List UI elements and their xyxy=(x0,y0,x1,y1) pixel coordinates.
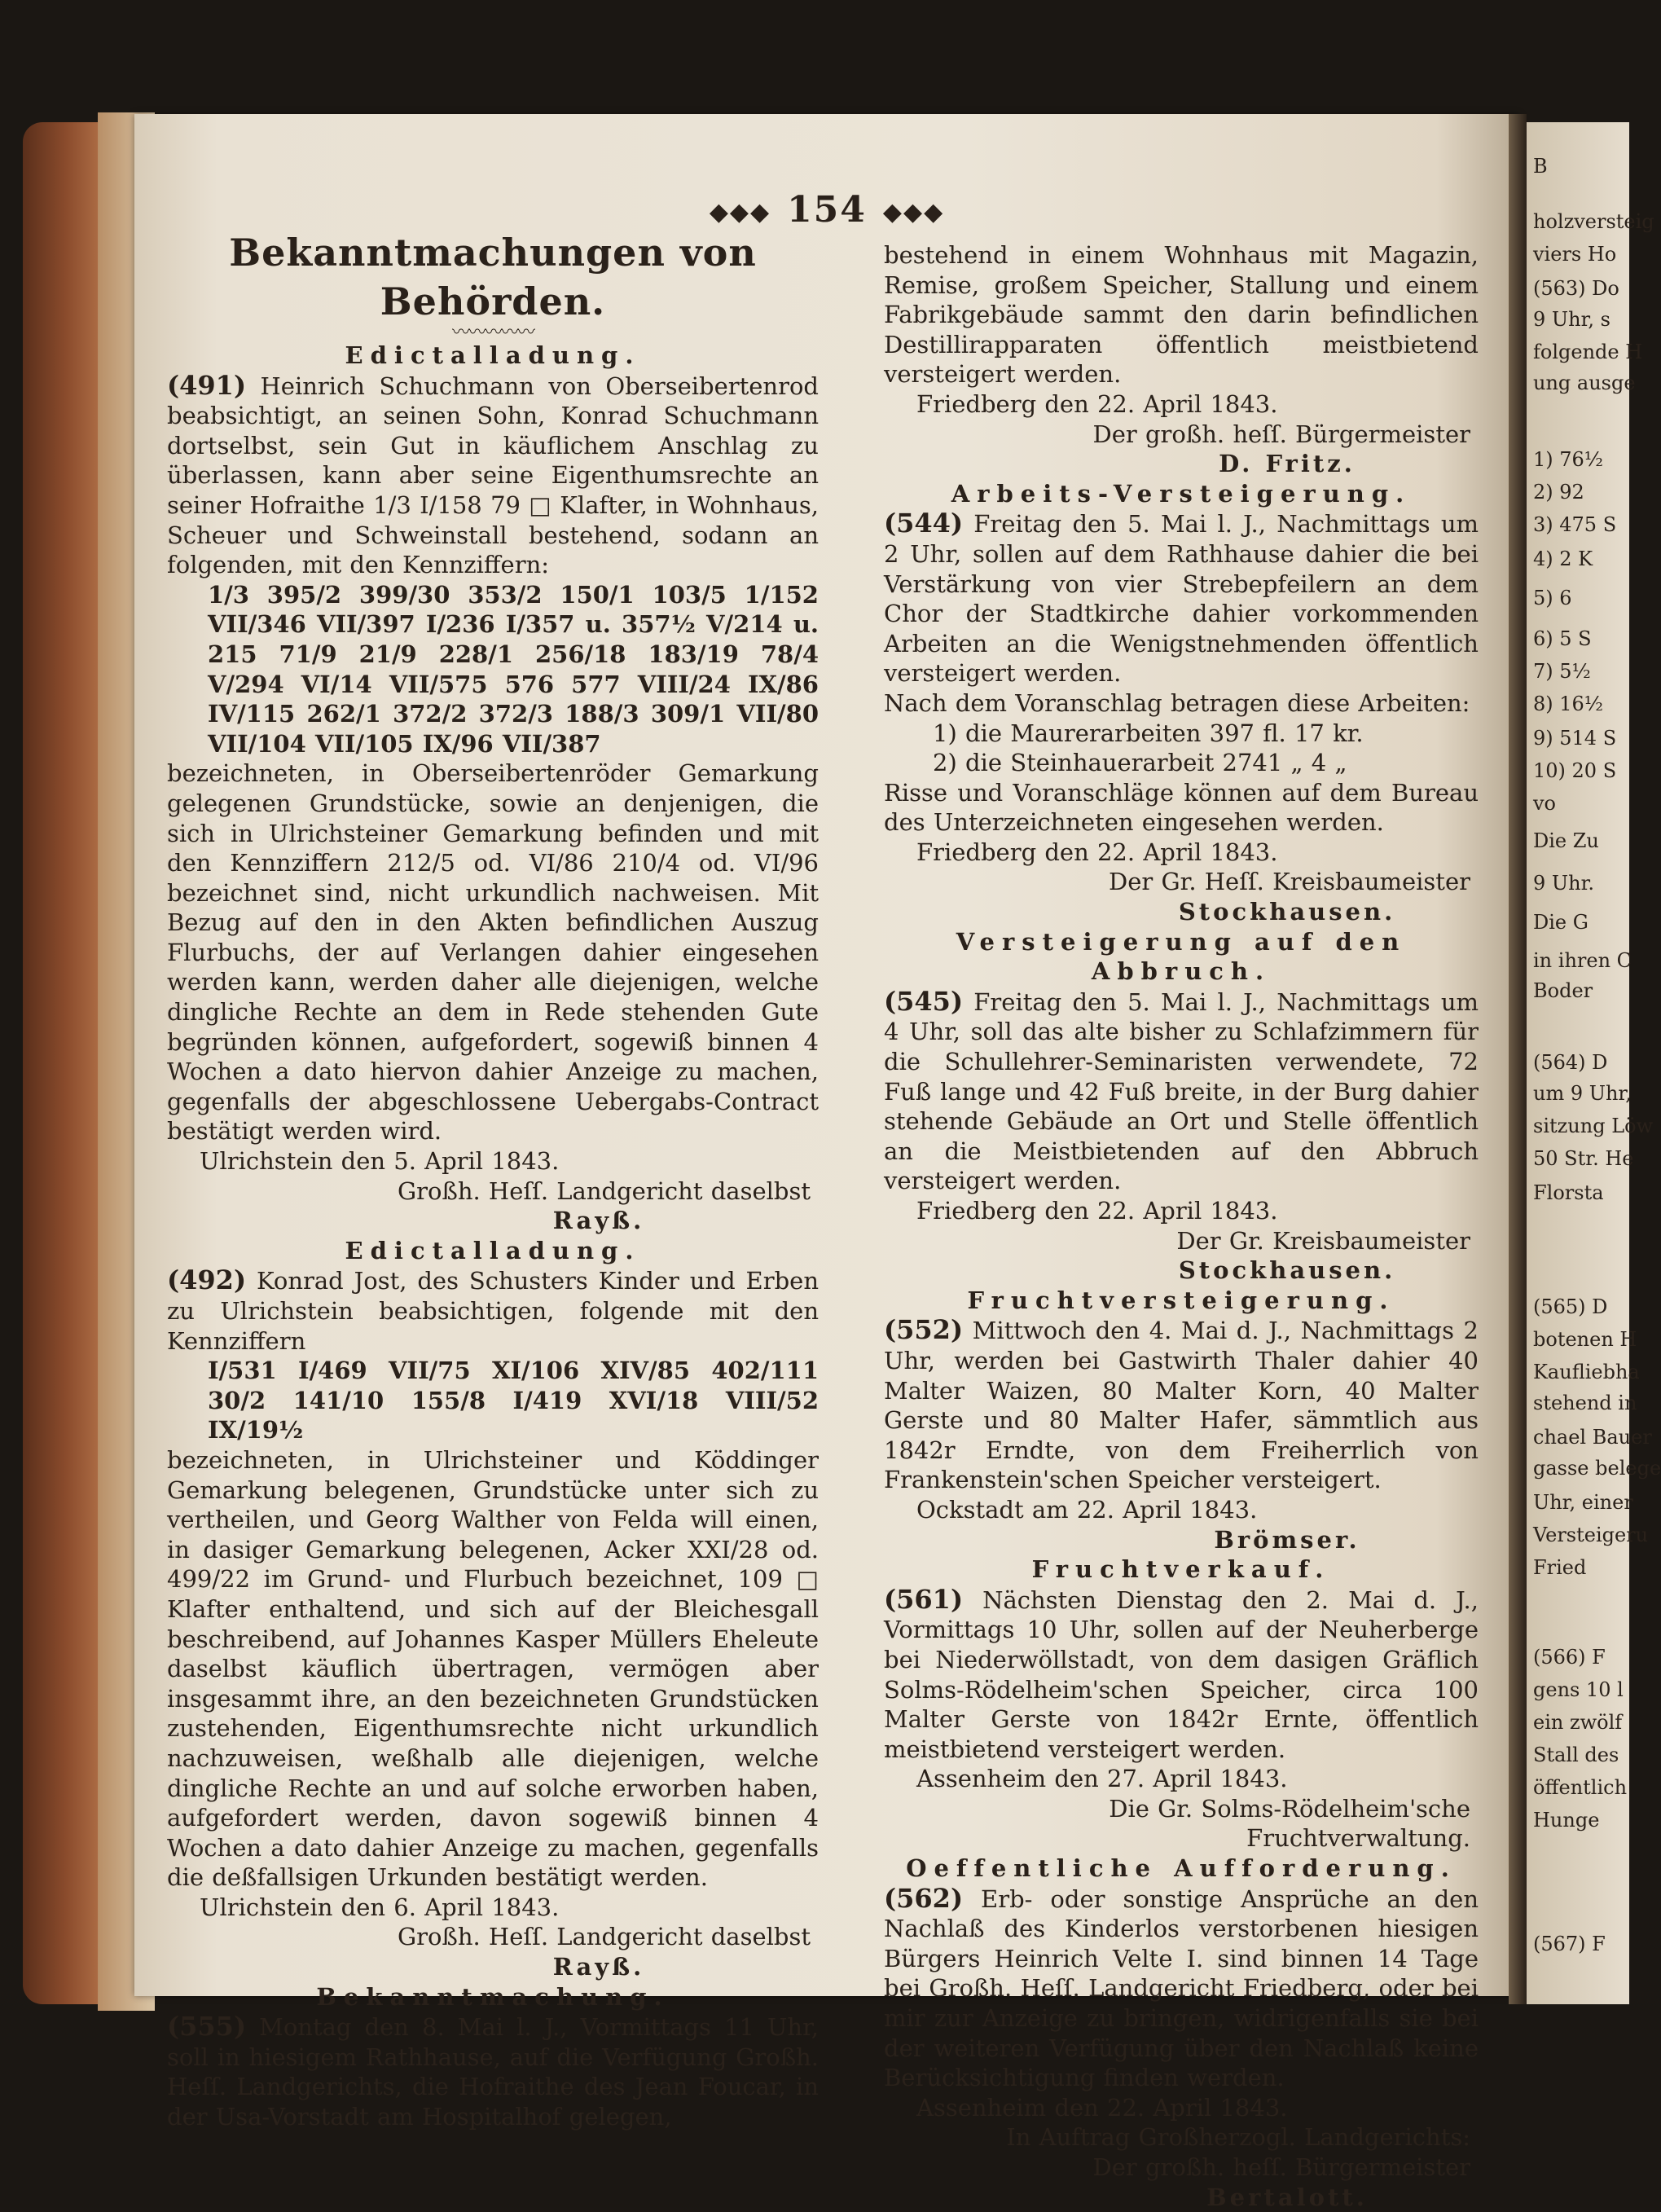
notice-sign2: Rayß. xyxy=(552,1953,645,1981)
next-page-text: botenen H xyxy=(1533,1328,1637,1351)
next-page-text: in ihren C xyxy=(1533,949,1632,972)
next-page-text: (566) F xyxy=(1533,1646,1606,1669)
next-page-text: Versteigeru xyxy=(1533,1524,1649,1546)
notice-text: Montag den 8. Mai l. J., Vormittags 11 Uhr, soll in hiesigem Rathhause, auf die Verfügung Großh. Heſſ. Landgerichts, die Hofraithe des Jean Foucar, in der Usa-Vorstadt am Hospitalhof gelegen, xyxy=(167,2013,819,2131)
next-page-text: holzversteig xyxy=(1533,210,1654,233)
section-title: Bekanntmachungen von Behörden. xyxy=(229,231,757,323)
next-page-text: viers Ho xyxy=(1533,243,1617,266)
notice-paragraph xyxy=(167,759,819,1146)
notice-paragraph xyxy=(167,371,819,580)
next-page-text: öffentlich xyxy=(1533,1776,1628,1799)
notice-number: (561) xyxy=(884,1583,964,1615)
notice-paragraph xyxy=(884,508,1479,688)
notice-figs: I/531 I/469 VII/75 XI/106 XIV/85 402/111 30/2 141/10 155/8 I/419 XVI/18 VIII/52 IX/19½ xyxy=(208,1357,819,1445)
notice-heading: Edictalladung. xyxy=(345,341,641,369)
notice-heading: Edictalladung. xyxy=(345,1236,641,1264)
next-page-text: Die Zu xyxy=(1533,829,1599,852)
notice-date: Friedberg den 22. April 1843. xyxy=(916,1197,1278,1225)
notice-sign2: Brömser. xyxy=(1214,1525,1360,1554)
notice-paragraph xyxy=(884,1884,1479,2093)
notice-date: Assenheim den 27. April 1843. xyxy=(916,1765,1288,1793)
next-page-text: gens 10 l xyxy=(1533,1678,1624,1701)
left-column xyxy=(167,228,819,2132)
next-page-text: 9 Uhr. xyxy=(1533,872,1595,895)
notice-text: Freitag den 5. Mai l. J., Nachmittags um 4 Uhr, soll das alte bisher zu Schlafzimmern für die Schullehrer-Seminaristen verwendete, 72 Fuß lange und 42 Fuß breite, in der Burg dahier stehende Gebäude an Ort und Stelle öffentlich an die Meistbietenden auf den Abbruch versteigert werden. xyxy=(884,987,1479,1195)
ornament-icon: ◆◆◆ xyxy=(882,198,945,226)
notice-number: (562) xyxy=(884,1882,964,1914)
next-page-text: (565) D xyxy=(1533,1295,1608,1318)
notice-sign: Die Gr. Solms-Rödelheim'sche Fruchtverwaltung. xyxy=(1109,1794,1470,1853)
notice-sign: Großh. Heſſ. Landgericht daselbst xyxy=(397,1176,811,1205)
wave-divider: 〰〰〰〰〰 xyxy=(451,323,534,343)
notice-heading: Bekanntmachung. xyxy=(316,1982,670,2011)
page-number: 154 xyxy=(787,189,867,231)
notice-sign2: Stockhausen. xyxy=(1178,898,1396,926)
notice-heading: Oeffentliche Aufforderung. xyxy=(906,1854,1457,1883)
next-page-text: gasse belege xyxy=(1533,1457,1661,1480)
notice-paragraph xyxy=(884,987,1479,1196)
notice-date: Friedberg den 22. April 1843. xyxy=(916,838,1278,866)
notice-paragraph xyxy=(167,1265,819,1356)
next-page-text: 9 Uhr, s xyxy=(1533,308,1610,331)
notice-figs: 1/3 395/2 399/30 353/2 150/1 103/5 1/152 VII/346 VII/397 I/236 I/357 u. 357½ V/214 u. 215 71/9 21/9 228/1 256/18 183/19 78/4 V/294 VI/14 VII/575 576 577 VIII/24 IX/86 IV/115 262/1 372/2 372/3 188/3 309/1 VII/80 VII/104 VII/105 IX/96 VII/387 xyxy=(208,580,819,758)
notice-sign: Großh. Heſſ. Landgericht daselbst xyxy=(397,1923,811,1951)
notice-sign: In Auftrag Großherzogl. Landgerichts: xyxy=(1006,2123,1470,2152)
next-page-text: B xyxy=(1533,155,1548,178)
next-page-text: Fried xyxy=(1533,1556,1587,1579)
notice-heading: Arbeits-Versteigerung. xyxy=(951,479,1412,508)
next-page-text: ein zwölf xyxy=(1533,1711,1623,1734)
notice-date: Ulrichstein den 5. April 1843. xyxy=(200,1147,560,1176)
notice-paragraph xyxy=(884,240,1479,389)
notice-sign: Der großh. heſſ. Bürgermeister xyxy=(1092,420,1470,448)
next-page-text: folgende H xyxy=(1533,341,1643,363)
book-page xyxy=(134,114,1519,2211)
notice-heading: Versteigerung auf den Abbruch. xyxy=(956,927,1407,986)
notice-sign2: Stockhausen. xyxy=(1178,1256,1396,1285)
notice-date: Friedberg den 22. April 1843. xyxy=(916,389,1278,418)
notice-date: Ockstadt am 22. April 1843. xyxy=(916,1495,1258,1524)
next-page-text: 7) 5½ xyxy=(1533,660,1591,683)
next-page-text: sitzung Löw xyxy=(1533,1115,1654,1137)
notice-sign2: D. Fritz. xyxy=(1219,450,1356,478)
next-page-text: (563) Do xyxy=(1533,277,1619,300)
right-column xyxy=(884,240,1479,2212)
notice-paragraph xyxy=(167,1445,819,1893)
next-page-text: Hunge xyxy=(1533,1809,1600,1832)
notice-sign: Der großh. heſſ. Bürgermeister xyxy=(1092,2153,1470,2181)
notice-number: (555) xyxy=(167,2011,247,2043)
notice-text: Nächsten Dienstag den 2. Mai d. J., Vormittags 10 Uhr, sollen auf der Neuherberge bei Niederwöllstadt, von dem dasigen Gräflich Solms-Rödelheim'schen Speicher, circa 100 Malter Gerste von 1842r Ernte, öffentlich meistbietend versteigert werden. xyxy=(884,1585,1479,1763)
notice-number: (544) xyxy=(884,508,964,539)
notice-text: Risse und Voranschläge können auf dem Bureau des Unterzeichneten eingesehen werden. xyxy=(884,778,1479,837)
notice-date: Assenheim den 22. April 1843. xyxy=(916,2093,1288,2122)
next-page-text: 9) 514 S xyxy=(1533,727,1617,750)
next-page-text: Boder xyxy=(1533,979,1593,1002)
ornament-icon: ◆◆◆ xyxy=(709,198,771,226)
next-page-text: 8) 16½ xyxy=(1533,693,1604,715)
next-page-text: Die G xyxy=(1533,911,1588,934)
page-header xyxy=(134,189,1519,231)
next-page-text: 2) 92 xyxy=(1533,481,1584,504)
notice-date: Ulrichstein den 6. April 1843. xyxy=(200,1893,560,1921)
notice-number: (491) xyxy=(167,369,247,401)
next-page-text: chael Bauer xyxy=(1533,1426,1652,1449)
notice-paragraph xyxy=(884,1315,1479,1495)
notice-number: (492) xyxy=(167,1264,247,1296)
next-page-text: 10) 20 S xyxy=(1533,759,1617,782)
next-page-text: (564) D xyxy=(1533,1051,1608,1074)
notice-sign: Der Gr. Heſſ. Kreisbaumeister xyxy=(1108,868,1470,896)
notice-text: bezeichneten, in Ulrichsteiner und Köddinger Gemarkung belegenen, Grundstücke unter sich zu vertheilen, und Georg Walther von Felda will einen, in dasiger Gemarkung belegenen, Acker XXI/28 od. 499/22 im Grund- und Flurbuch bezeichnet, 109 □ Klafter enthaltend, und sich auf der Bleichesgall beschreibend, auf Johannes Kasper Müllers Eheleute daselbst käuflich übertragen, vermögen aber insgesammt ihre, an den bezeichneten Grundstücken zustehenden, Eigenthumsrechte nicht urkundlich nachzuweisen, weßhalb alle diejenigen, welche dingliche Rechte an und auf solche erworben haben, aufgefordert werden, davon sogewiß binnen 4 Wochen a dato dahier Anzeige zu machen, gegenfalls die deßfallsigen Urkunden bestätigt werden. xyxy=(167,1445,819,1892)
notice-text: Heinrich Schuchmann von Oberseibertenrod beabsichtigt, an seinen Sohn, Konrad Schuchmann dortselbst, sein Gut in käuflichem Anschlag zu überlassen, kann aber seine Eigenthumsrechte an seiner Hofraithe 1/3 I/158 79 □ Klafter, in Wohnhaus, Scheuer und Schweinstall bestehend, sodann an folgenden, mit den Kennziffern: xyxy=(167,372,819,579)
notice-text: Freitag den 5. Mai l. J., Nachmittags um 2 Uhr, sollen auf dem Rathhause dahier die bei Verstärkung von vier Strebepfeilern an dem Chor der Stadtkirche dahier vorkommenden Arbeiten an die Wenigstnehmenden öffentlich versteigert werden. xyxy=(884,510,1479,688)
next-page-text: stehend in xyxy=(1533,1392,1637,1414)
notice-sign: Der Gr. Kreisbaumeister xyxy=(1176,1226,1470,1255)
next-page-text: 5) 6 xyxy=(1533,587,1572,609)
notice-text: Konrad Jost, des Schusters Kinder und Erben zu Ulrichstein beabsichtigen, folgende mit den Kennziffern xyxy=(167,1267,819,1355)
next-page-text: 50 Str. He xyxy=(1533,1147,1634,1170)
notice-text: Mittwoch den 4. Mai d. J., Nachmittags 2 Uhr, werden bei Gastwirth Thaler dahier 40 Malter Waizen, 80 Malter Korn, 40 Malter Gerste und 80 Malter Hafer, sämmtlich aus 1842r Erndte, von dem Freiherrlich von Frankenstein'schen Speicher versteigert. xyxy=(884,1317,1479,1494)
next-page-text: um 9 Uhr, xyxy=(1533,1082,1632,1105)
notice-heading: Fruchtversteigerung. xyxy=(967,1286,1395,1314)
notice-number: (552) xyxy=(884,1314,964,1346)
next-page-text: Florsta xyxy=(1533,1181,1604,1204)
next-page-text: Kaufliebha xyxy=(1533,1361,1640,1383)
next-page-text: 3) 475 S xyxy=(1533,513,1617,536)
notice-text: Nach dem Voranschlag betragen diese Arbeiten: xyxy=(884,688,1470,717)
notice-sign2: Bertalott. xyxy=(1206,2183,1368,2211)
notice-sign2: Rayß. xyxy=(552,1207,645,1235)
next-page-text: (567) F xyxy=(1533,1933,1606,1955)
notice-text: Erb- oder sonstige Ansprüche an den Nachlaß des Kinderlos verstorbenen hiesigen Bürgers Heinrich Velte I. sind binnen 14 Tage bei Großh. Heſſ. Landgericht Friedberg, oder bei mir zur Anzeige zu bringen, widrigenfalls sie bei der weiteren Verfügung über den Nachlaß keine Berücksichtigung finden werden. xyxy=(884,1884,1479,2092)
notice-paragraph xyxy=(884,1585,1479,1765)
notice-heading: Fruchtverkauf. xyxy=(1031,1555,1331,1584)
notice-text: bezeichneten, in Oberseibertenröder Gemarkung gelegenen Grundstücke, sowie an denjenigen, die sich in Ulrichsteiner Gemarkung befinden und mit den Kennziffern 212/5 od. VI/86 210/4 od. VI/96 bezeichnet sind, nicht urkundlich nachweisen. Mit Bezug auf den in den Akten befindlichen Auszug Flurbuchs, der auf Verlangen dahier eingesehen werden kann, werden daher alle diejenigen, welche dingliche Rechte an dem in Rede stehenden Gute begründen können, aufgefordert, sogewiß binnen 4 Wochen a dato hiervon dahier Anzeige zu machen, gegenfalls der abgeschlossene Uebergabs-Contract bestätigt werden wird. xyxy=(167,759,819,1146)
notice-paragraph xyxy=(167,2012,819,2131)
next-page-text: vo xyxy=(1533,792,1557,815)
notice-list: 1) die Maurerarbeiten 397 fl. 17 kr. xyxy=(933,719,1364,747)
next-page-text: 1) 76½ xyxy=(1533,448,1604,471)
next-page-text: 6) 5 S xyxy=(1533,627,1592,650)
notice-list: 2) die Steinhauerarbeit 2741 „ 4 „ xyxy=(933,749,1347,777)
next-page-text: 4) 2 K xyxy=(1533,548,1593,570)
next-page-text: Uhr, einer xyxy=(1533,1491,1633,1514)
book-gutter xyxy=(1509,114,1527,2004)
notice-paragraph xyxy=(884,778,1479,838)
notice-number: (545) xyxy=(884,985,964,1017)
next-page-text: ung ausge xyxy=(1533,372,1636,394)
notice-paragraph xyxy=(884,688,1479,719)
next-page-text: Stall des xyxy=(1533,1744,1619,1766)
notice-text: bestehend in einem Wohnhaus mit Magazin, Remise, großem Speicher, Stallung und einem Fabrikgebäude sammt den darin befindlichen Destillirapparaten öffentlich meistbietend versteigert werden. xyxy=(884,241,1479,389)
next-page-fragment xyxy=(1527,122,1661,2004)
